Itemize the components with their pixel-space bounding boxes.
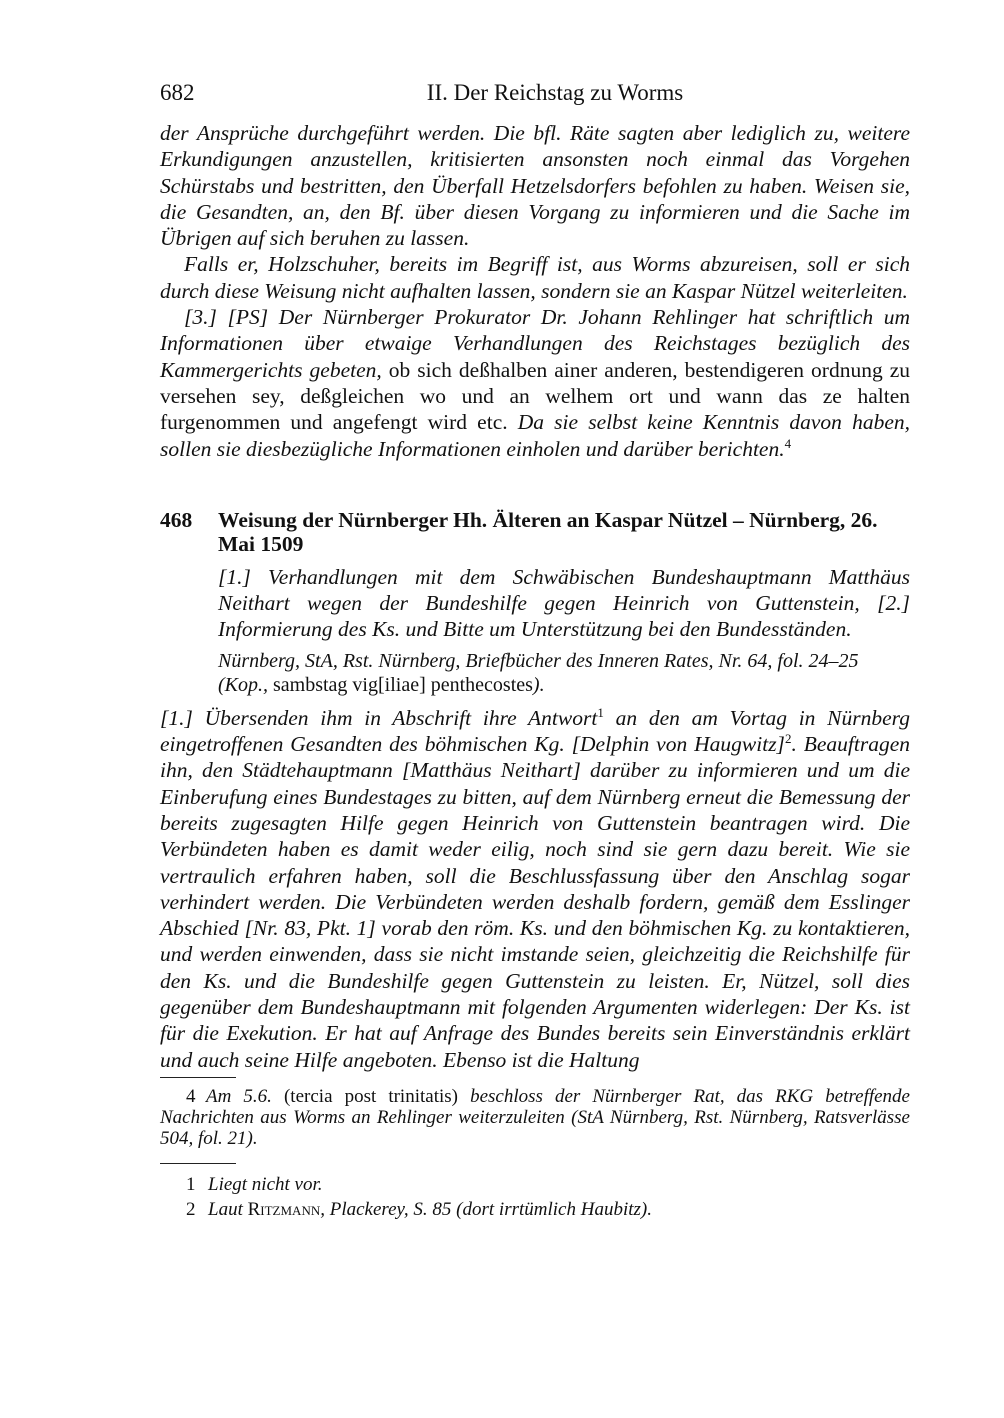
footnote-ref-4[interactable]: 4 [784,435,792,451]
source-end: ). [532,673,545,696]
footnotes-intro [160,1086,910,1149]
footnote-2-text-b: , Plackerey, S. 85 (dort irrtümlich Haubitz). [320,1198,652,1220]
footnote-1-mark: 1 [186,1173,196,1195]
page-number: 682 [160,80,195,105]
intro-paragraph-2 [160,251,910,304]
running-title: II. Der Reichstag zu Worms [426,80,684,105]
intro-quote: ob sich deßhalben ainer anderen, bestendigeren ordnung zu versehen sey, deßgleichen wo und an welhem ort und wann das ze halten furgenommen und angefengt wird etc. [160,357,911,435]
regest-summary: [1.] Verhandlungen mit dem Schwäbischen Bundeshauptmann Matthäus Neithart wegen der Bundeshilfe gegen Heinrich von Guttenstein, [2.] Informierung des Ks. und Bitte um Unterstützung bei den Bundesständen. [218,564,910,642]
page-header [160,76,910,110]
footnote-4 [160,1086,910,1149]
footnote-2-author: Ritzmann [247,1198,321,1220]
footnote-1 [160,1172,910,1197]
intro-text-1: der Ansprüche durchgeführt werden. Die bfl. Räte sagten aber lediglich zu, weitere Erkundigungen anzustellen, kritisierten ansonsten noch einmal das Vorgehen Schürstabs und bestritten, den Überfall Hetzelsdorfers befohlen zu haben. Weisen sie, die Gesandten, an, den Bf. über diesen Vorgang zu informieren und die Sache im Übrigen auf sich beruhen zu lassen. [160,121,910,251]
footnote-divider-2 [160,1163,236,1164]
footnote-divider [160,1077,236,1078]
document-heading [160,508,910,556]
footnote-ref-1[interactable]: 1 [597,704,604,720]
source-text [218,649,910,697]
intro-text-3b: Da sie selbst keine Kenntnis davon haben, sollen sie diesbezügliche Informationen einholen und darüber berichten. [160,410,910,461]
footnote-2 [160,1197,910,1222]
footnote-2-mark: 2 [186,1198,196,1220]
footnotes-document [160,1172,910,1222]
source-archive: Nürnberg, StA, Rst. Nürnberg, Briefbücher des Inneren Rates, Nr. 64, fol. 24–25 (Kop., [218,649,859,696]
intro-paragraph-3 [160,304,910,462]
main-text-c: . Beauftragen ihn, den Städtehauptmann [Matthäus Neithart] darüber zu informieren und um die Einberufung eines Bundestages zu bitten, auf dem Nürnberg erneut die Bemessung der bereits zugesagten Hilfe gegen Heinrich von Guttenstein beantragen wird. Die Verbündeten haben es damit weder eilig, noch sind sie gern dazu bereit. Wie sie vertraulich erfahren haben, soll die Beschlussfassung über den Anschlag sogar verhindert werden. Die Verbündeten werden deshalb fordern, gemäß dem Esslinger Abschied [Nr. 83, Pkt. 1] vorab den röm. Ks. und den böhmischen Kg. zu kontaktieren, und werden einwenden, dass sie nicht imstande seien, gleichzeitig die Reichshilfe für den Ks. und die Bundeshilfe gegen Guttenstein zu leisten. Er, Nützel, soll dies gegenüber dem Bundeshauptmann mit folgenden Argumenten widerlegen: Der Ks. ist für die Exekution. Er hat auf Anfrage des Bundes bereits sein Einverständnis erklärt und auch seine Hilfe angeboten. Ebenso ist die Haltung [160,732,910,1072]
document-number: 468 [160,507,193,532]
footnote-4-mark: 4 [186,1085,196,1107]
main-text-a: [1.] Übersenden ihm in Abschrift ihre Antwort [160,705,598,730]
footnote-2-text-a: Laut [208,1198,248,1220]
intro-text-2: Falls er, Holzschuher, bereits im Begriff ist, aus Worms abzureisen, soll er sich durch diese Weisung nicht aufhalten lassen, sondern sie an Kaspar Nützel weiterleiten. [160,252,910,303]
footnote-4-text-a: Am 5.6. [206,1085,272,1107]
document-title: Weisung der Nürnberger Hh. Älteren an Kaspar Nützel – Nürnberg, 26. Mai 1509 [218,507,878,556]
page-body [160,120,910,1222]
footnote-1-text: Liegt nicht vor. [208,1173,323,1195]
footnote-4-text-b: beschloss der Nürnberger Rat, das RKG betreffende Nachrichten aus Worms an Rehlinger weiterzuleiten (StA Nürnberg, Rst. Nürnberg, Ratsverlässe 504, fol. 21). [160,1085,910,1149]
footnote-ref-2[interactable]: 2 [784,730,792,746]
main-text-b: an den am Vortag in Nürnberg eingetroffenen Gesandten des böhmischen Kg. [Delphin von Haugwitz] [160,705,910,757]
footnote-4-quote: (tercia post trinitatis) [271,1085,471,1107]
source-date: sambstag vig[iliae] penthecostes [268,673,533,696]
regest-block [160,564,910,697]
main-paragraph [160,705,910,1073]
intro-text-3a: [3.] [PS] Der Nürnberger Prokurator Dr. Johann Rehlinger hat schriftlich um Informationen über etwaige Verhandlungen des Reichstages bezüglich des Kammergerichts gebeten, [160,305,910,382]
regest-text [218,564,910,643]
intro-paragraph-1 [160,120,910,251]
source-block [218,649,910,697]
